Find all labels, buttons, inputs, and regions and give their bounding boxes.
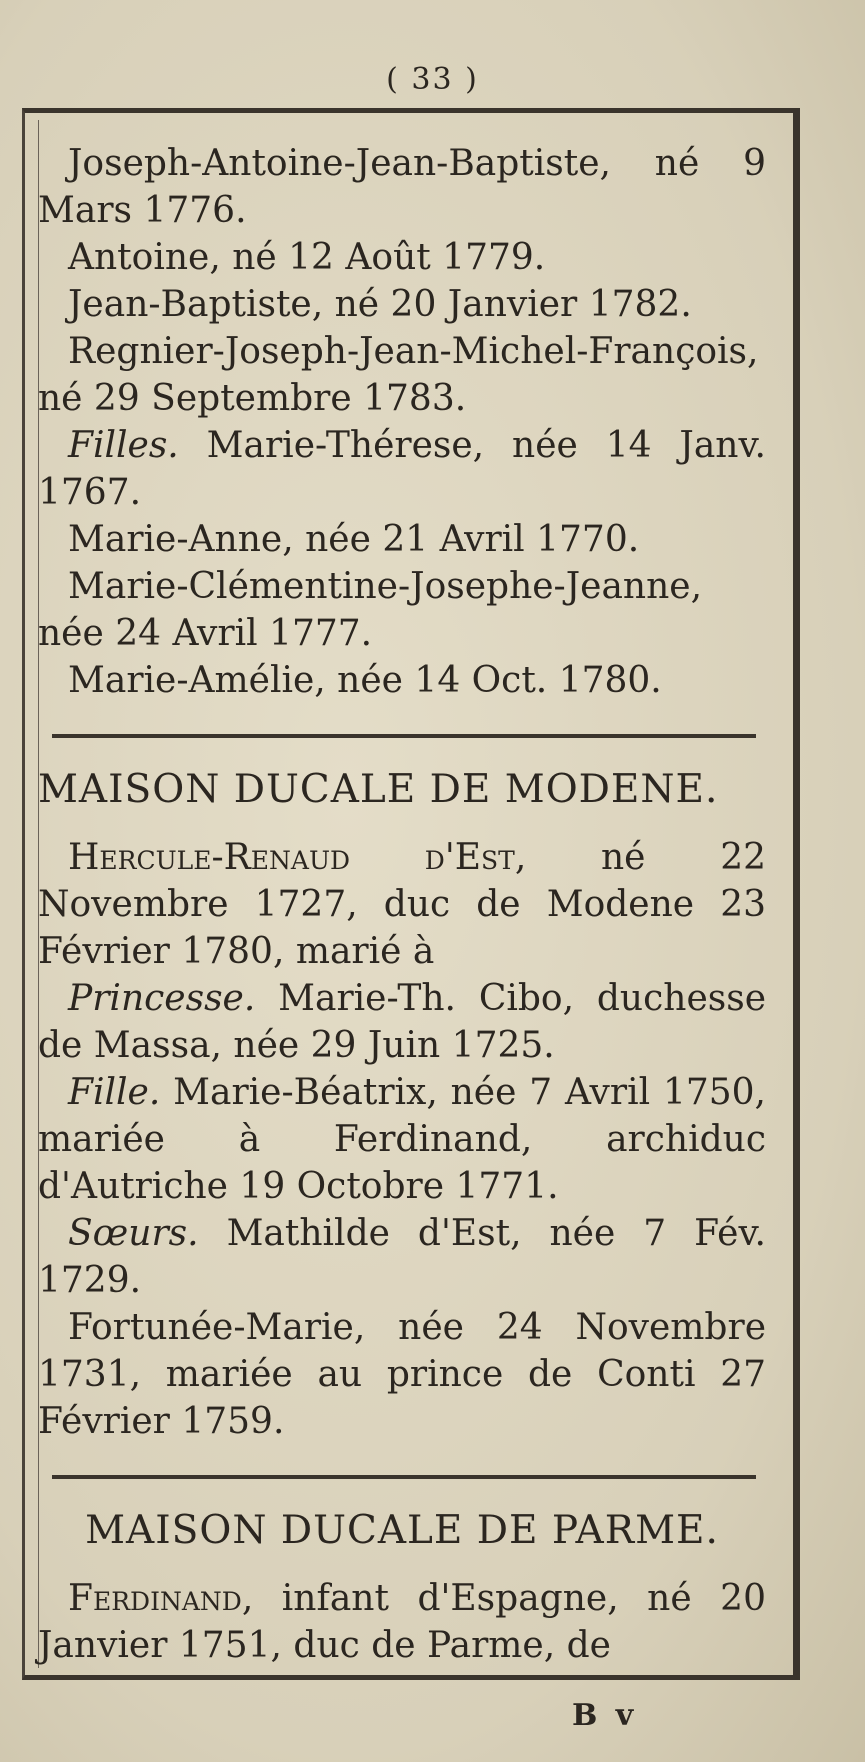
daughter-entry-4: Marie-Amélie, née 14 Oct. 1780.	[68, 660, 662, 701]
modene-duke-text: , né 22 Novembre 1727, duc de Modene 23 Février 1780, marié à	[38, 837, 766, 972]
modene-duke-entry	[38, 834, 766, 975]
parme-duke-text: , infant d'Espagne, né 20 Janvier 1751, duc de Parme, de	[38, 1578, 766, 1666]
son-entry-1: Joseph-Antoine-Jean-Baptiste, né 9 Mars 1776.	[38, 143, 766, 231]
page-content	[38, 140, 766, 1669]
sisters-label: Sœurs.	[68, 1213, 199, 1254]
page-number: ( 33 )	[386, 62, 479, 97]
daughter-entry-3: Marie-Clémentine-Josephe-Jeanne, née 24 Avril 1777.	[38, 566, 703, 654]
section-title-modene: MAISON DUCALE DE MODENE.	[38, 767, 719, 812]
section-divider-1	[52, 734, 756, 738]
daughter-text: Marie-Béatrix, née 7 Avril 1750, mariée à Ferdinand, archiduc d'Autriche 19 Octobre 1771.	[38, 1072, 766, 1207]
signature-mark: B v	[572, 1698, 638, 1733]
son-entry-3: Jean-Baptiste, né 20 Janvier 1782.	[68, 284, 692, 325]
daughter-entry-2: Marie-Anne, née 21 Avril 1770.	[68, 519, 640, 560]
princess-text: Marie-Th. Cibo, duchesse de Massa, née 29 Juin 1725.	[38, 978, 766, 1066]
daughters-label: Filles.	[68, 425, 179, 466]
modene-sisters-entry	[38, 1210, 766, 1304]
princess-label: Princesse.	[68, 978, 256, 1019]
sisters-text: Mathilde d'Est, née 7 Fév. 1729.	[38, 1213, 766, 1301]
modene-duke-name: Hercule-Renaud d'Est	[68, 837, 515, 878]
son-entry-2: Antoine, né 12 Août 1779.	[68, 237, 546, 278]
parme-duke-entry	[38, 1575, 766, 1669]
son-entry-4: Regnier-Joseph-Jean-Michel-François, né 29 Septembre 1783.	[38, 331, 759, 419]
modene-princess-entry	[38, 975, 766, 1069]
modene-sister2-entry: Fortunée-Marie, née 24 Novembre 1731, mariée au prince de Conti 27 Février 1759.	[38, 1307, 766, 1442]
section-divider-2	[52, 1475, 756, 1479]
daughter-text-1: Marie-Thérese, née 14 Janv. 1767.	[38, 425, 766, 513]
daughters-entry-1	[38, 422, 766, 516]
daughter-label: Fille.	[68, 1072, 161, 1113]
modene-daughter-entry	[38, 1069, 766, 1210]
section-title-parme: MAISON DUCALE DE PARME.	[85, 1508, 719, 1553]
parme-duke-name: Ferdinand	[68, 1578, 242, 1619]
